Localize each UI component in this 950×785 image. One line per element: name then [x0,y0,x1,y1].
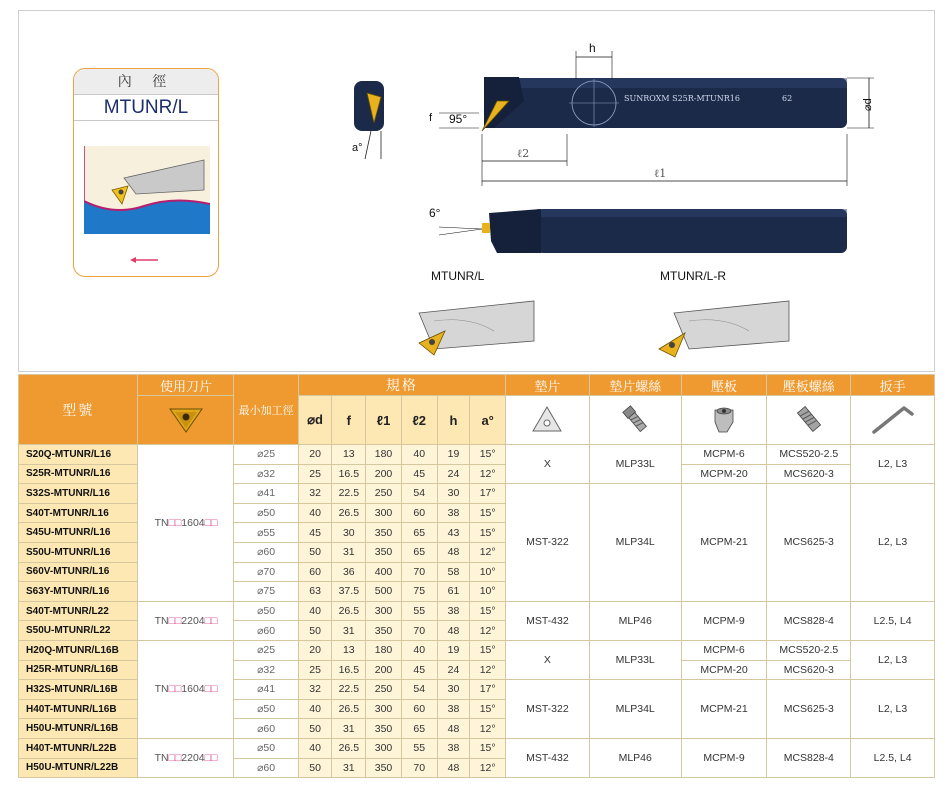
f-cell: 31 [332,621,366,641]
shim-screw-cell: MLP34L [589,680,681,739]
f-cell: 31 [332,719,366,739]
model-cell: S50U-MTUNR/L16 [19,542,138,562]
min-bore-cell: ⌀60 [234,542,298,562]
l1-cell: 250 [366,680,402,700]
clamp-cell: MCPM-6 [681,445,767,465]
variant-left-sketch [419,301,534,355]
min-bore-cell: ⌀50 [234,601,298,621]
a-cell: 12° [470,464,506,484]
min-bore-cell: ⌀32 [234,464,298,484]
wrench-cell: L2, L3 [851,445,935,484]
clamp-screw-image-cell [767,396,851,445]
f-cell: 36 [332,562,366,582]
a-cell: 15° [470,738,506,758]
h-cell: 48 [437,758,470,778]
d-cell: 40 [298,601,332,621]
a-cell: 12° [470,621,506,641]
model-cell: S20Q-MTUNR/L16 [19,445,138,465]
l1-cell: 300 [366,503,402,523]
l2-cell: 40 [401,445,437,465]
shim-screw-cell: MLP46 [589,601,681,640]
h-cell: 48 [437,719,470,739]
min-bore-cell: ⌀50 [234,699,298,719]
header-row-1 [19,375,935,396]
specs-table [18,374,935,778]
dim-a-label: a° [352,142,363,154]
insert-cell: TN□□1604□□ [138,445,234,602]
h-cell: 43 [437,523,470,543]
h-cell: 19 [437,640,470,660]
a-cell: 15° [470,523,506,543]
insert-cell: TN□□1604□□ [138,640,234,738]
l1-cell: 180 [366,640,402,660]
tool-marking: SUNROXM S25R-MTUNR16 [624,94,740,103]
min-bore-cell: ⌀60 [234,621,298,641]
figure-panel [18,10,935,372]
col-shim-screw: 墊片螺絲 [589,375,681,396]
dim-f-label: f [429,112,433,124]
d-cell: 25 [298,660,332,680]
d-cell: 50 [298,621,332,641]
clamp-screw-cell: MCS625-3 [767,484,851,602]
h-cell: 38 [437,699,470,719]
model-cell: H40T-MTUNR/L22B [19,738,138,758]
d-cell: 25 [298,464,332,484]
h-cell: 24 [437,464,470,484]
col-f: f [332,396,366,445]
dim-l2-label: ℓ2 [517,147,530,160]
clamp-cell: MCPM-21 [681,680,767,739]
a-cell: 15° [470,445,506,465]
a-cell: 12° [470,719,506,739]
insert-cell: TN□□2204□□ [138,738,234,777]
model-cell: S45U-MTUNR/L16 [19,523,138,543]
model-cell: H25R-MTUNR/L16B [19,660,138,680]
f-cell: 31 [332,758,366,778]
d-cell: 20 [298,445,332,465]
f-cell: 26.5 [332,503,366,523]
h-cell: 30 [437,680,470,700]
dim-h-label: h [589,41,596,55]
clamp-screw-cell: MCS620-3 [767,464,851,484]
screw-icon [618,402,652,436]
insert-cell: TN□□2204□□ [138,601,234,640]
f-cell: 22.5 [332,680,366,700]
clamp-cell: MCPM-6 [681,640,767,660]
h-cell: 48 [437,621,470,641]
min-bore-cell: ⌀32 [234,660,298,680]
a-cell: 12° [470,758,506,778]
min-bore-cell: ⌀55 [234,523,298,543]
h-cell: 38 [437,503,470,523]
min-bore-cell: ⌀25 [234,445,298,465]
l1-cell: 300 [366,738,402,758]
wrench-cell: L2, L3 [851,680,935,739]
clamp-cell: MCPM-9 [681,601,767,640]
l2-cell: 54 [401,484,437,504]
col-l2: ℓ2 [401,396,437,445]
variant-right-label: MTUNR/L-R [660,269,726,283]
badge-code: MTUNR/L [74,95,218,121]
min-bore-cell: ⌀60 [234,719,298,739]
l1-cell: 350 [366,621,402,641]
shim-screw-cell: MLP46 [589,738,681,777]
clamp-image-cell [681,396,767,445]
d-cell: 63 [298,582,332,602]
col-d: ⌀d [298,396,332,445]
l1-cell: 250 [366,484,402,504]
l2-cell: 70 [401,562,437,582]
clamp-screw-cell: MCS625-3 [767,680,851,739]
shim-screw-cell: MLP33L [589,445,681,484]
min-bore-cell: ⌀70 [234,562,298,582]
tool-drawing [319,31,879,366]
l1-cell: 350 [366,758,402,778]
variant-left-label: MTUNR/L [431,269,485,283]
d-cell: 60 [298,562,332,582]
model-cell: S32S-MTUNR/L16 [19,484,138,504]
col-insert: 使用刀片 [138,375,234,396]
h-cell: 38 [437,738,470,758]
l1-cell: 500 [366,582,402,602]
main-tool-view [429,41,874,186]
clamp-screw-cell: MCS828-4 [767,738,851,777]
end-view [352,81,384,159]
side-tool-view [429,206,847,253]
l1-cell: 300 [366,601,402,621]
col-l1: ℓ1 [366,396,402,445]
l2-cell: 65 [401,542,437,562]
a-cell: 17° [470,484,506,504]
col-model: 型號 [19,375,138,445]
triangle-insert-icon [166,404,206,434]
wrench-cell: L2.5, L4 [851,601,935,640]
min-bore-cell: ⌀41 [234,680,298,700]
col-clamp-screw: 壓板螺絲 [767,375,851,396]
model-cell: S63Y-MTUNR/L16 [19,582,138,602]
f-cell: 30 [332,523,366,543]
f-cell: 13 [332,640,366,660]
col-a: a° [470,396,506,445]
d-cell: 40 [298,738,332,758]
h-cell: 24 [437,660,470,680]
d-cell: 45 [298,523,332,543]
d-cell: 32 [298,680,332,700]
d-cell: 50 [298,542,332,562]
l2-cell: 60 [401,503,437,523]
insert-image-cell [138,396,234,445]
f-cell: 16.5 [332,464,366,484]
shim-cell: X [506,445,590,484]
badge-title: 內 徑 [74,69,218,95]
f-cell: 22.5 [332,484,366,504]
min-bore-cell: ⌀75 [234,582,298,602]
clamp-cell: MCPM-20 [681,464,767,484]
variant-right-sketch [659,301,789,357]
shim-cell: MST-432 [506,738,590,777]
shim-cell: MST-432 [506,601,590,640]
clamp-screw-cell: MCS520-2.5 [767,445,851,465]
l2-cell: 60 [401,699,437,719]
d-cell: 20 [298,640,332,660]
hex-key-icon [868,402,918,436]
shim-screw-cell: MLP34L [589,484,681,602]
a-cell: 15° [470,503,506,523]
l1-cell: 200 [366,464,402,484]
f-cell: 16.5 [332,660,366,680]
l2-cell: 40 [401,640,437,660]
f-cell: 26.5 [332,699,366,719]
h-cell: 30 [437,484,470,504]
clamp-screw-cell: MCS620-3 [767,660,851,680]
screw-icon [792,402,826,436]
model-cell: S25R-MTUNR/L16 [19,464,138,484]
shim-icon [530,404,564,434]
table-row [19,640,935,660]
shim-screw-cell: MLP33L [589,640,681,679]
angle-6-label: 6° [429,206,441,220]
col-specs: 規格 [298,375,505,396]
f-cell: 26.5 [332,738,366,758]
col-h: h [437,396,470,445]
d-cell: 50 [298,719,332,739]
clamp-cell: MCPM-21 [681,484,767,602]
min-bore-cell: ⌀41 [234,484,298,504]
l2-cell: 70 [401,758,437,778]
d-cell: 32 [298,484,332,504]
wrench-cell: L2.5, L4 [851,738,935,777]
shim-cell: MST-322 [506,484,590,602]
l1-cell: 400 [366,562,402,582]
clamp-screw-cell: MCS828-4 [767,601,851,640]
shim-image-cell [506,396,590,445]
model-cell: S40T-MTUNR/L22 [19,601,138,621]
table-row [19,445,935,465]
min-bore-cell: ⌀50 [234,738,298,758]
dim-d-label: ⌀d [862,98,874,111]
clamp-icon [707,402,741,436]
model-cell: H50U-MTUNR/L16B [19,719,138,739]
tool-number: 62 [782,94,793,103]
model-cell: S50U-MTUNR/L22 [19,621,138,641]
boring-illustration [84,146,210,266]
a-cell: 12° [470,660,506,680]
l2-cell: 65 [401,523,437,543]
shim-cell: MST-322 [506,680,590,739]
col-min-bore: 最小加工徑 [234,375,298,445]
f-cell: 26.5 [332,601,366,621]
min-bore-cell: ⌀25 [234,640,298,660]
shim-cell: X [506,640,590,679]
d-cell: 40 [298,503,332,523]
l2-cell: 45 [401,660,437,680]
a-cell: 15° [470,640,506,660]
min-bore-cell: ⌀60 [234,758,298,778]
table-row [19,738,935,758]
l2-cell: 55 [401,601,437,621]
clamp-screw-cell: MCS520-2.5 [767,640,851,660]
col-wrench: 扳手 [851,375,935,396]
h-cell: 48 [437,542,470,562]
clamp-cell: MCPM-9 [681,738,767,777]
model-cell: H20Q-MTUNR/L16B [19,640,138,660]
dim-l1-label: ℓ1 [654,167,667,180]
wrench-cell: L2, L3 [851,640,935,679]
h-cell: 19 [437,445,470,465]
l1-cell: 350 [366,719,402,739]
model-cell: H50U-MTUNR/L22B [19,758,138,778]
clamp-cell: MCPM-20 [681,660,767,680]
l2-cell: 65 [401,719,437,739]
a-cell: 15° [470,601,506,621]
l1-cell: 200 [366,660,402,680]
wrench-image-cell [851,396,935,445]
l2-cell: 54 [401,680,437,700]
l2-cell: 45 [401,464,437,484]
h-cell: 38 [437,601,470,621]
l1-cell: 350 [366,523,402,543]
f-cell: 37.5 [332,582,366,602]
l1-cell: 180 [366,445,402,465]
min-bore-cell: ⌀50 [234,503,298,523]
shim-screw-image-cell [589,396,681,445]
angle-95-label: 95° [449,112,468,126]
a-cell: 10° [470,582,506,602]
header-row-2 [19,396,935,445]
h-cell: 58 [437,562,470,582]
a-cell: 17° [470,680,506,700]
model-cell: S40T-MTUNR/L16 [19,503,138,523]
wrench-cell: L2, L3 [851,484,935,602]
f-cell: 13 [332,445,366,465]
a-cell: 10° [470,562,506,582]
l2-cell: 75 [401,582,437,602]
l1-cell: 350 [366,542,402,562]
model-cell: H40T-MTUNR/L16B [19,699,138,719]
col-shim: 墊片 [506,375,590,396]
d-cell: 50 [298,758,332,778]
h-cell: 61 [437,582,470,602]
a-cell: 12° [470,542,506,562]
d-cell: 40 [298,699,332,719]
l2-cell: 70 [401,621,437,641]
l1-cell: 300 [366,699,402,719]
model-cell: S60V-MTUNR/L16 [19,562,138,582]
model-cell: H32S-MTUNR/L16B [19,680,138,700]
f-cell: 31 [332,542,366,562]
a-cell: 15° [470,699,506,719]
table-row [19,601,935,621]
l2-cell: 55 [401,738,437,758]
col-clamp: 壓板 [681,375,767,396]
tool-type-badge [73,68,219,277]
